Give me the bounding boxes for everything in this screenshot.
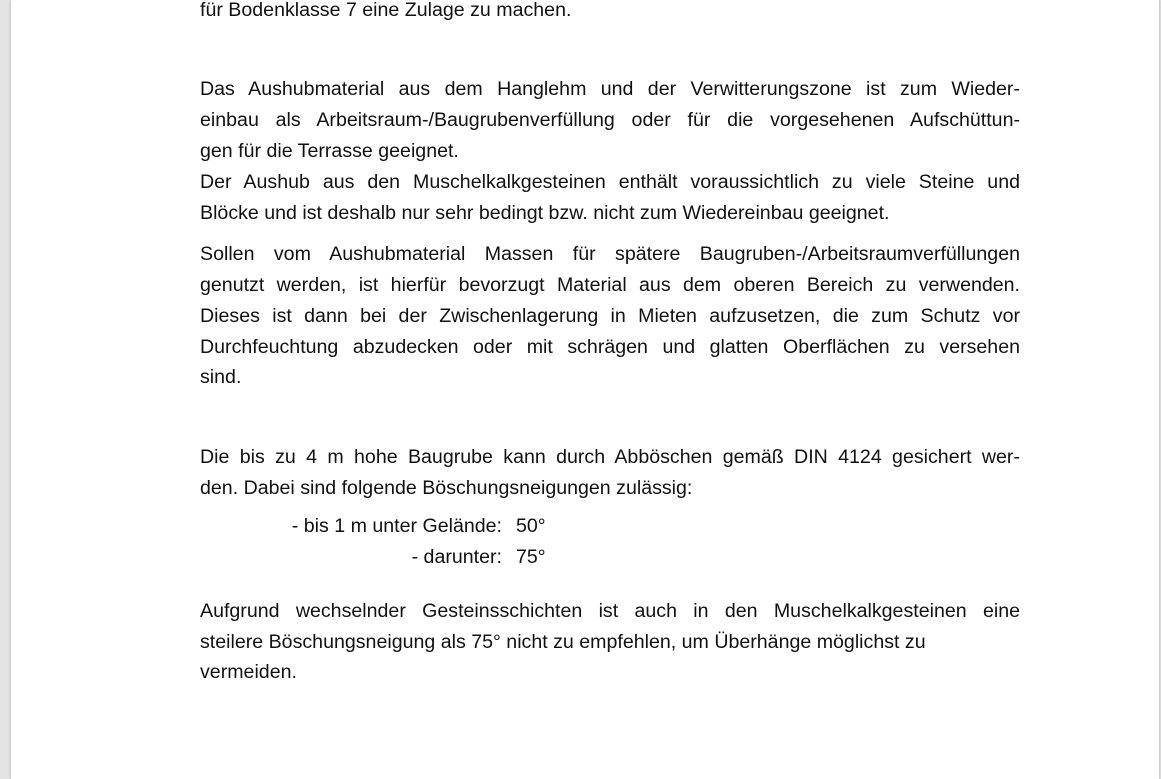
paragraph-line: für Bodenklasse 7 eine Zulage zu machen. (200, 0, 572, 21)
paragraph-line: gen für die Terrasse geeignet. (200, 140, 459, 162)
paragraph-line: sind. (200, 366, 242, 388)
paragraph-line: Dieses ist dann bei der Zwischenlagerung in Mieten aufzusetzen, die zum Schutz vor (200, 305, 1020, 327)
paragraph-line: Durchfeuchtung abzudecken oder mit schrägen und glatten Oberflächen zu versehen (200, 336, 1020, 358)
paragraph-line: Sollen vom Aushubmaterial Massen für spätere Baugruben-/Arbeitsraumverfüllungen (200, 243, 1020, 265)
slope-list-value: 50° (516, 515, 546, 537)
paragraph-line: steilere Böschungsneigung als 75° nicht zu empfehlen, um Überhänge möglichst zu (200, 631, 926, 653)
paragraph-line: Aufgrund wechselnder Gesteinsschichten ist auch in den Muschelkalkgesteinen eine (200, 600, 1020, 622)
document-page (11, 0, 1159, 779)
paragraph-line: Die bis zu 4 m hohe Baugrube kann durch Abböschen gemäß DIN 4124 gesichert wer- (200, 446, 1020, 468)
paragraph-line: genutzt werden, ist hierfür bevorzugt Material aus dem oberen Bereich zu verwenden. (200, 274, 1020, 296)
paragraph-line: Blöcke und ist deshalb nur sehr bedingt bzw. nicht zum Wiedereinbau geeignet. (200, 202, 890, 224)
slope-list-label: - darunter: (411, 546, 502, 568)
paragraph-line: den. Dabei sind folgende Böschungsneigungen zulässig: (200, 477, 693, 499)
paragraph-line: vermeiden. (200, 661, 297, 683)
paragraph-line: einbau als Arbeitsraum-/Baugrubenverfüllung oder für die vorgesehenen Aufschüttun- (200, 109, 1020, 131)
paragraph-line: Der Aushub aus den Muschelkalkgesteinen enthält voraussichtlich zu viele Steine und (200, 171, 1020, 193)
paragraph-line: Das Aushubmaterial aus dem Hanglehm und der Verwitterungszone ist zum Wieder- (200, 78, 1020, 100)
slope-list-label: - bis 1 m unter Gelände: (291, 515, 502, 537)
slope-list-value: 75° (516, 546, 546, 568)
